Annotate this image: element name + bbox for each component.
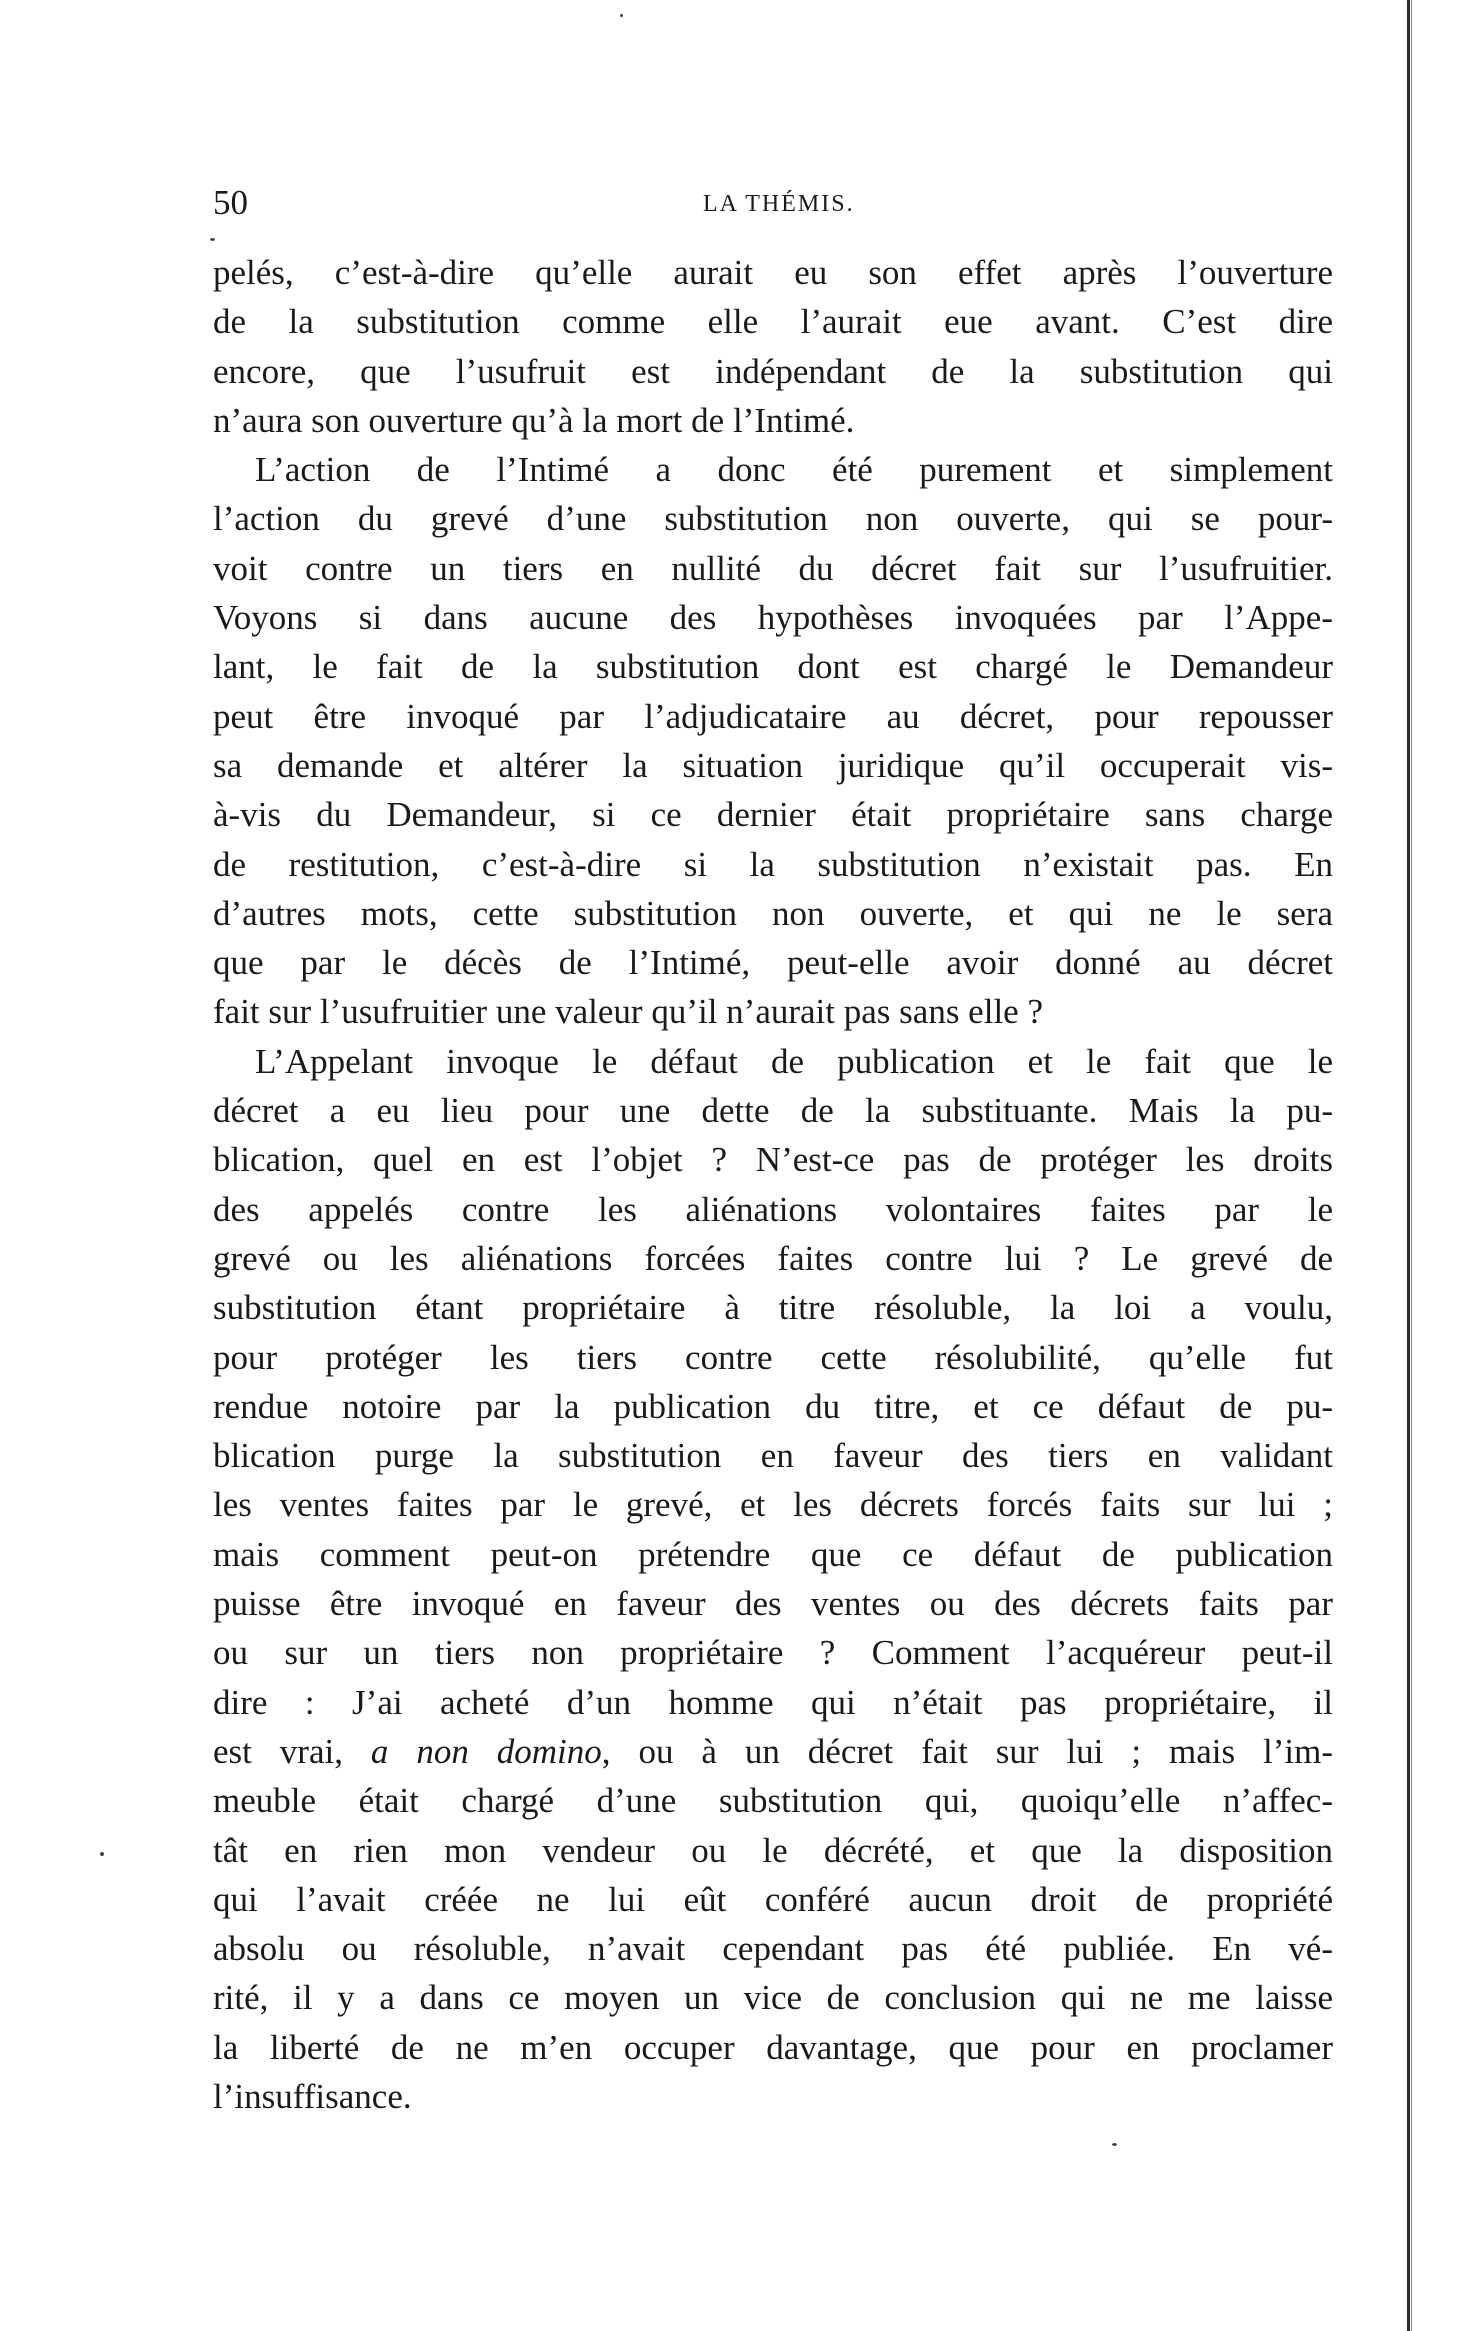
text-line: L’Appelant invoque le défaut de publication et le fait que le bbox=[255, 1041, 1333, 1081]
text-line: rendue notoire par la publication du titre, et ce défaut de pu- bbox=[213, 1386, 1333, 1426]
text-line: la liberté de ne m’en occuper davantage, que pour en proclamer bbox=[213, 2027, 1333, 2067]
text-line: blication purge la substitution en faveur des tiers en validant bbox=[213, 1436, 1333, 1476]
text-line: puisse être invoqué en faveur des ventes ou des décrets faits par bbox=[213, 1584, 1333, 1624]
text-line: les ventes faites par le grevé, et les décrets forcés faits sur lui ; bbox=[213, 1485, 1333, 1525]
text-line: de la substitution comme elle l’aurait eue avant. C’est dire bbox=[213, 302, 1333, 342]
text-line: fait sur l’usufruitier une valeur qu’il n’aurait pas sans elle ? bbox=[213, 992, 1043, 1032]
text-line: pour protéger les tiers contre cette résolubilité, qu’elle fut bbox=[213, 1337, 1333, 1377]
text-line: encore, que l’usufruit est indépendant de la substitution qui bbox=[213, 351, 1333, 391]
text-line: que par le décès de l’Intimé, peut-elle avoir donné au décret bbox=[213, 943, 1333, 983]
text-line: qui l’avait créée ne lui eût conféré aucun droit de propriété bbox=[213, 1879, 1333, 1919]
text-segment: est vrai, bbox=[213, 1731, 343, 1771]
page-header bbox=[213, 178, 1363, 228]
text-line: l’insuffisance. bbox=[213, 2076, 412, 2116]
ink-speck bbox=[1112, 2143, 1117, 2146]
text-line: l’action du grevé d’une substitution non ouverte, qui se pour- bbox=[213, 499, 1333, 539]
text-line: Voyons si dans aucune des hypothèses invoquées par l’Appe- bbox=[213, 598, 1333, 638]
text-line: substitution étant propriétaire à titre résoluble, la loi a voulu, bbox=[213, 1288, 1333, 1328]
text-line: mais comment peut-on prétendre que ce défaut de publication bbox=[213, 1534, 1333, 1574]
text-line: n’aura son ouverture qu’à la mort de l’Intimé. bbox=[213, 400, 855, 440]
body-text bbox=[213, 248, 1333, 2121]
text-line: L’action de l’Intimé a donc été purement et simplement bbox=[255, 450, 1333, 490]
page-number: 50 bbox=[213, 183, 248, 222]
latin-phrase: a non domino bbox=[370, 1731, 602, 1771]
text-line: ou sur un tiers non propriétaire ? Comment l’acquéreur peut-il bbox=[213, 1633, 1333, 1673]
text-line: absolu ou résoluble, n’avait cependant pas été publiée. En vé- bbox=[213, 1929, 1333, 1969]
page-edge-shadow bbox=[1411, 0, 1412, 2331]
text-line: blication, quel en est l’objet ? N’est-ce pas de protéger les droits bbox=[213, 1140, 1333, 1180]
text-line: des appelés contre les aliénations volontaires faites par le bbox=[213, 1189, 1333, 1229]
text-line: d’autres mots, cette substitution non ouverte, et qui ne le sera bbox=[213, 893, 1333, 933]
text-line: pelés, c’est-à-dire qu’elle aurait eu son effet après l’ouverture bbox=[213, 253, 1333, 292]
text-line: décret a eu lieu pour une dette de la substituante. Mais la pu- bbox=[213, 1091, 1333, 1131]
text-line: grevé ou les aliénations forcées faites contre lui ? Le grevé de bbox=[213, 1238, 1333, 1278]
text-line bbox=[213, 1727, 1333, 1776]
text-line: lant, le fait de la substitution dont est chargé le Demandeur bbox=[213, 647, 1333, 687]
text-line: peut être invoqué par l’adjudicataire au décret, pour repousser bbox=[213, 696, 1333, 736]
ink-speck bbox=[620, 14, 623, 17]
text-line: rité, il y a dans ce moyen un vice de conclusion qui ne me laisse bbox=[213, 1978, 1333, 2018]
ink-speck bbox=[100, 1852, 104, 1856]
text-line: de restitution, c’est-à-dire si la substitution n’existait pas. En bbox=[213, 844, 1333, 884]
text-line: tât en rien mon vendeur ou le décrété, et que la disposition bbox=[213, 1830, 1333, 1870]
text-line: à-vis du Demandeur, si ce dernier était propriétaire sans charge bbox=[213, 795, 1333, 835]
running-title: LA THÉMIS. bbox=[703, 191, 855, 217]
text-line: dire : J’ai acheté d’un homme qui n’était pas propriétaire, il bbox=[213, 1682, 1333, 1722]
text-line: meuble était chargé d’une substitution qui, quoiqu’elle n’affec- bbox=[213, 1781, 1333, 1821]
text-line: voit contre un tiers en nullité du décret fait sur l’usufruitier. bbox=[213, 548, 1333, 588]
text-line: sa demande et altérer la situation juridique qu’il occuperait vis- bbox=[213, 745, 1333, 785]
page-edge-border bbox=[1407, 0, 1410, 2331]
ink-speck bbox=[210, 238, 215, 241]
text-segment: , ou à un décret fait sur lui ; mais l’im- bbox=[601, 1731, 1333, 1771]
